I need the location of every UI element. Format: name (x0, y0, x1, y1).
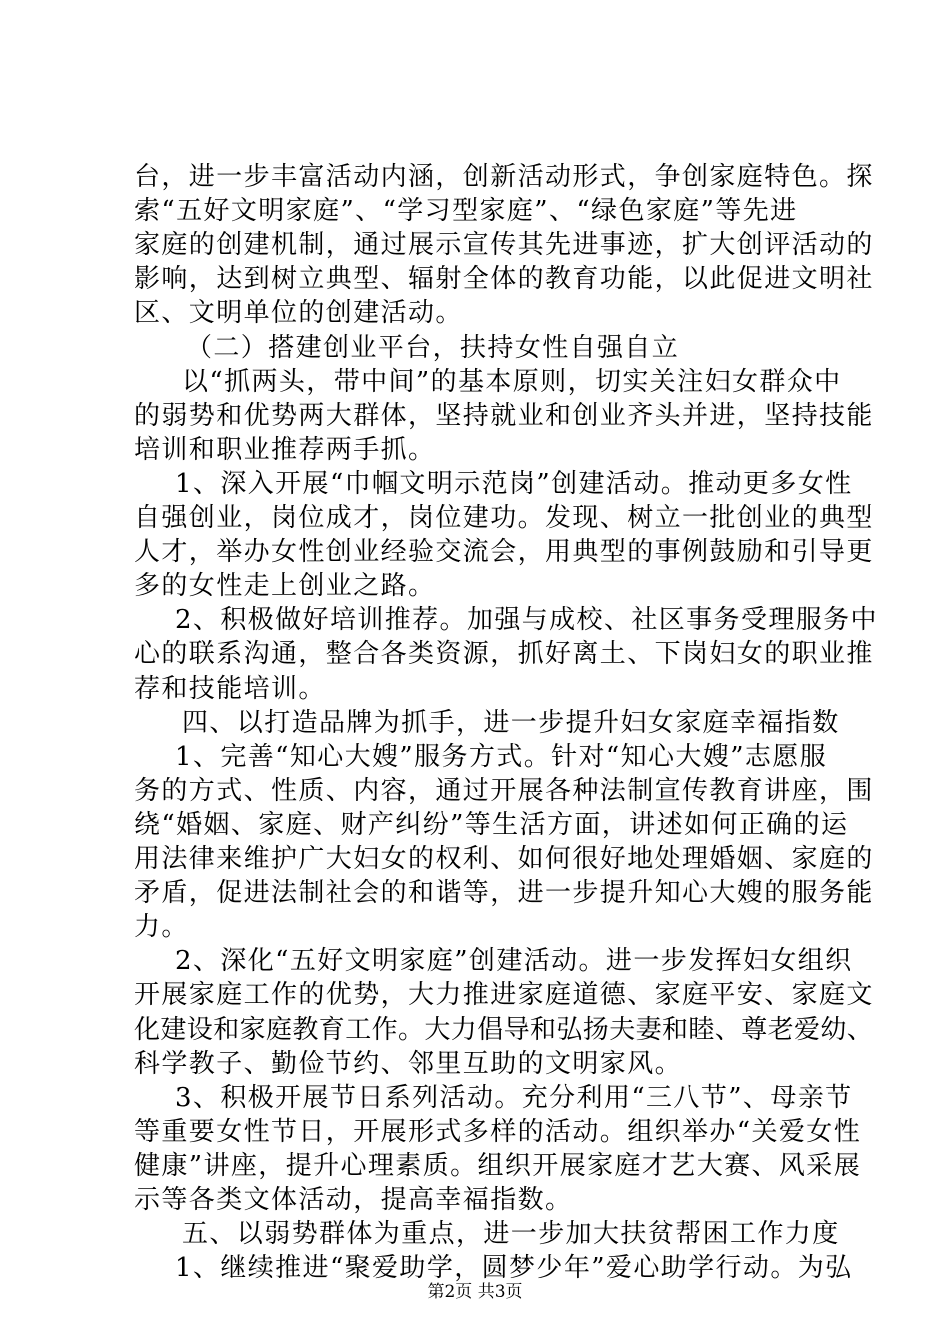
text-line: 3、积极开展节日系列活动。充分利用“三八节”、母亲节 (175, 1082, 853, 1113)
text-line: 以“抓两头，带中间”的基本原则，切实关注妇女群众中 (182, 366, 842, 397)
text-line: 自强创业，岗位成才，岗位建功。发现、树立一批创业的典型 (134, 503, 874, 533)
text-line: 培训和职业推荐两手抓。 (134, 434, 436, 465)
text-line: 荐和技能培训。 (134, 673, 326, 704)
text-line: 区、文明单位的创建活动。 (134, 298, 463, 329)
text-line: 健康”讲座，提升心理素质。组织开展家庭才艺大赛、风采展 (134, 1150, 862, 1181)
text-line: 力。 (134, 912, 189, 943)
text-line: 人才，举办女性创业经验交流会，用典型的事例鼓励和引导更 (134, 537, 874, 568)
text-line: 化建设和家庭教育工作。大力倡导和弘扬夫妻和睦、尊老爱幼、 (134, 1014, 874, 1045)
text-line: 等重要女性节日，开展形式多样的活动。组织举办“关爱女性 (134, 1116, 862, 1147)
text-line: 索“五好文明家庭”、“学习型家庭”、“绿色家庭”等先进 (134, 196, 798, 227)
text-line: 1、深入开展“巾帼文明示范岗”创建活动。推动更多女性 (175, 468, 853, 499)
text-line: 用法律来维护广大妇女的权利、如何很好地处理婚姻、家庭的 (134, 844, 874, 874)
section-heading: 四、以打造品牌为抓手，进一步提升妇女家庭幸福指数 (182, 707, 840, 738)
text-line: 影响，达到树立典型、辐射全体的教育功能，以此促进文明社 (134, 264, 874, 295)
text-line: 务的方式、性质、内容，通过开展各种法制宣传教育讲座，围 (134, 775, 874, 806)
text-line: 矛盾，促进法制社会的和谐等，进一步提升知心大嫂的服务能 (134, 878, 874, 909)
text-line: 的弱势和优势两大群体，坚持就业和创业齐头并进，坚持技能 (134, 400, 874, 431)
text-line: 1、完善“知心大嫂”服务方式。针对“知心大嫂”志愿服 (175, 741, 828, 772)
page-footer: 第2页 共3页 (427, 1282, 523, 1302)
text-line: 多的女性走上创业之路。 (134, 571, 436, 602)
text-line: 开展家庭工作的优势，大力推进家庭道德、家庭平安、家庭文 (134, 980, 874, 1011)
section-heading: 五、以弱势群体为重点，进一步加大扶贫帮困工作力度 (182, 1219, 840, 1250)
text-line: 绕“婚姻、家庭、财产纠纷”等生活方面，讲述如何正确的运 (134, 809, 849, 840)
text-line: 2、积极做好培训推荐。加强与成校、社区事务受理服务中 (175, 605, 878, 636)
text-line: 台，进一步丰富活动内涵，创新活动形式，争创家庭特色。探 (134, 162, 874, 192)
text-line: 1、继续推进“聚爱助学，圆梦少年”爱心助学行动。为弘 (175, 1253, 853, 1284)
text-line: 家庭的创建机制，通过展示宣传其先进事迹，扩大创评活动的 (134, 230, 874, 261)
text-line: 示等各类文体活动，提高幸福指数。 (134, 1185, 573, 1215)
text-line: 心的联系沟通，整合各类资源，抓好离土、下岗妇女的职业推 (134, 639, 874, 670)
section-heading: （二）搭建创业平台，扶持女性自强自立 (186, 332, 680, 363)
text-line: 2、深化“五好文明家庭”创建活动。进一步发挥妇女组织 (175, 946, 853, 977)
text-line: 科学教子、勤俭节约、邻里互助的文明家风。 (134, 1048, 683, 1079)
